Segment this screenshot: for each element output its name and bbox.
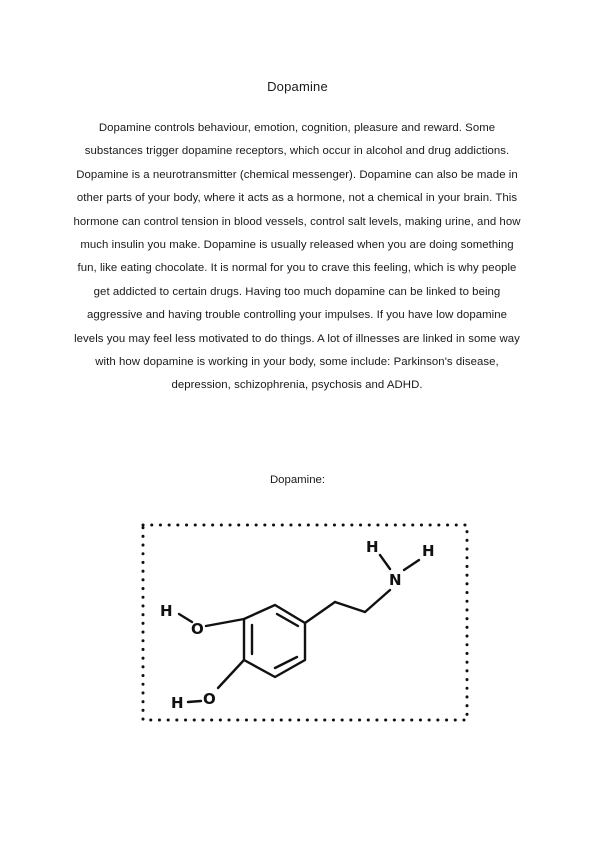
structure-drawing (140, 522, 470, 723)
atom-o-bottom-hydroxyl: O (203, 690, 216, 708)
benzene-ring (244, 605, 305, 677)
atom-h-top-hydroxyl: H (160, 602, 173, 620)
atom-o-top-hydroxyl: O (191, 620, 204, 638)
body-paragraph: Dopamine controls behaviour, emotion, cognition, pleasure and reward. Some substances trigger dopamine receptors, which occur in alcohol and drug addictions. Dopamine is a neurotransmitter (chemical messenger). Dopamine can also be made in other parts of your body, where it acts as a hormone, not a chemical in your brain. This hormone can control tension in blood vessels, control salt levels, making urine, and how much insulin you make. Dopamine is usually released when you are doing something fun, like eating chocolate. It is normal for you to crave this feeling, which is why people get addicted to certain drugs. Having too much dopamine can be linked to being aggressive and having trouble controlling your impulses. If you have low dopamine levels you may feel less motivated to do things. A lot of illnesses are linked in some way with how dopamine is working in your body, some include: Parkinson's disease, depression, schizophrenia, psychosis and ADHD. (73, 122, 521, 392)
atom-n-amine: N (389, 571, 402, 589)
dopamine-structure-figure (140, 522, 470, 723)
hydroxyl-bonds (179, 614, 244, 702)
page-title: Dopamine (267, 79, 328, 94)
atom-h-amine-right: H (422, 542, 435, 560)
ethyl-chain (305, 590, 390, 623)
atom-h-amine-left: H (366, 538, 379, 556)
atom-h-bottom-hydroxyl: H (171, 694, 184, 712)
figure-caption: Dopamine: (269, 474, 326, 486)
amine-bonds (380, 555, 419, 570)
